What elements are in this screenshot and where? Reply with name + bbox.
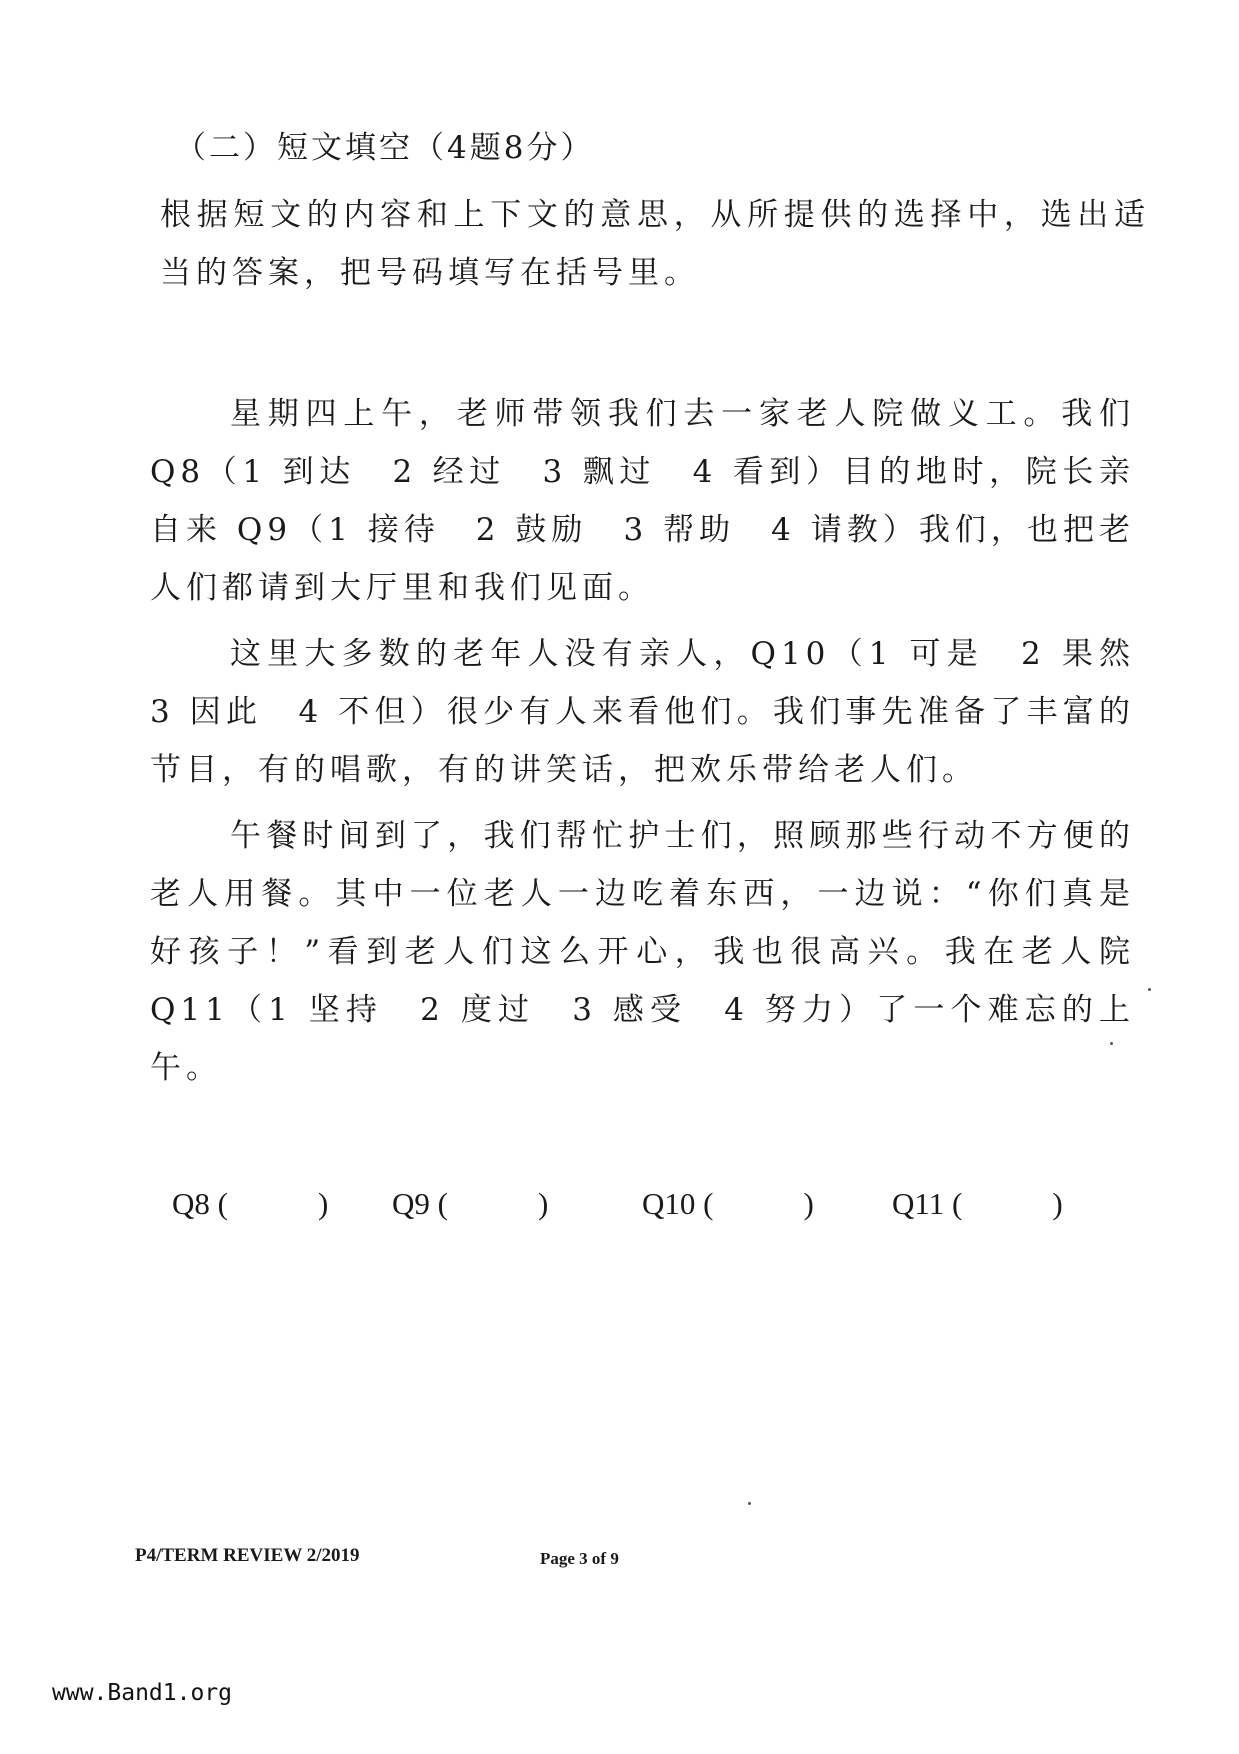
answer-row [172, 1186, 1102, 1236]
answer-q10[interactable] [642, 1186, 814, 1222]
footer-course-code: P4/TERM REVIEW 2/2019 [135, 1545, 360, 1566]
answer-q10-close: ) [803, 1186, 814, 1221]
scan-speck [1110, 1042, 1113, 1045]
answer-q11-label: Q11 ( [892, 1186, 963, 1221]
passage-paragraph-1: 星期四上午，老师带领我们去一家老人院做义工。我们 Q8（1 到达 2 经过 3 飘过 4 看到）目的地时，院长亲自来 Q9（1 接待 2 鼓励 3 帮助 4 请教）我们，也把老人们都请到大厅里和我们见面。 [150, 396, 1135, 606]
scan-speck [1148, 988, 1151, 991]
answer-q9-blank[interactable]: _ [485, 1186, 501, 1221]
answer-q9-close: ) [537, 1186, 549, 1221]
answer-q11-close: ) [1052, 1186, 1063, 1221]
passage [150, 385, 1171, 1105]
passage-paragraph-2: 这里大多数的老年人没有亲人，Q10（1 可是 2 果然 3 因此 4 不但）很少有人来看他们。我们事先准备了丰富的节目，有的唱歌，有的讲笑话，把欢乐带给老人们。 [150, 636, 1171, 788]
footer-page-number: Page 3 of 9 [540, 1549, 619, 1568]
answer-q8-label: Q8 ( [172, 1186, 228, 1221]
answer-q10-label: Q10 ( [642, 1186, 714, 1221]
passage-paragraph-3: 午餐时间到了，我们帮忙护士们，照顾那些行动不方便的老人用餐。其中一位老人一边吃着东西，一边说：“你们真是好孩子！”看到老人们这么开心，我也很高兴。我在老人院 Q11（1 坚持 2 度过 3 感受 4 努力）了一个难忘的上午。 [150, 818, 1135, 1086]
answer-q8[interactable] [172, 1186, 328, 1222]
answer-q8-blank[interactable]: _ [265, 1186, 281, 1221]
answer-q9[interactable] [392, 1186, 548, 1222]
watermark: www.Band1.org [52, 1680, 233, 1706]
answer-q11[interactable] [892, 1186, 1063, 1222]
section-title: （二）短文填空（4题8分） [175, 130, 595, 166]
answer-q11-blank[interactable]: _ [999, 1186, 1016, 1221]
answer-q10-blank[interactable]: _ [750, 1186, 767, 1221]
instructions: 根据短文的内容和上下文的意思，从所提供的选择中，选出适当的答案，把号码填写在括号里。 [160, 197, 1150, 291]
answer-q9-label: Q9 ( [392, 1186, 448, 1221]
scan-speck [748, 1502, 751, 1505]
answer-q8-close: ) [317, 1186, 329, 1221]
